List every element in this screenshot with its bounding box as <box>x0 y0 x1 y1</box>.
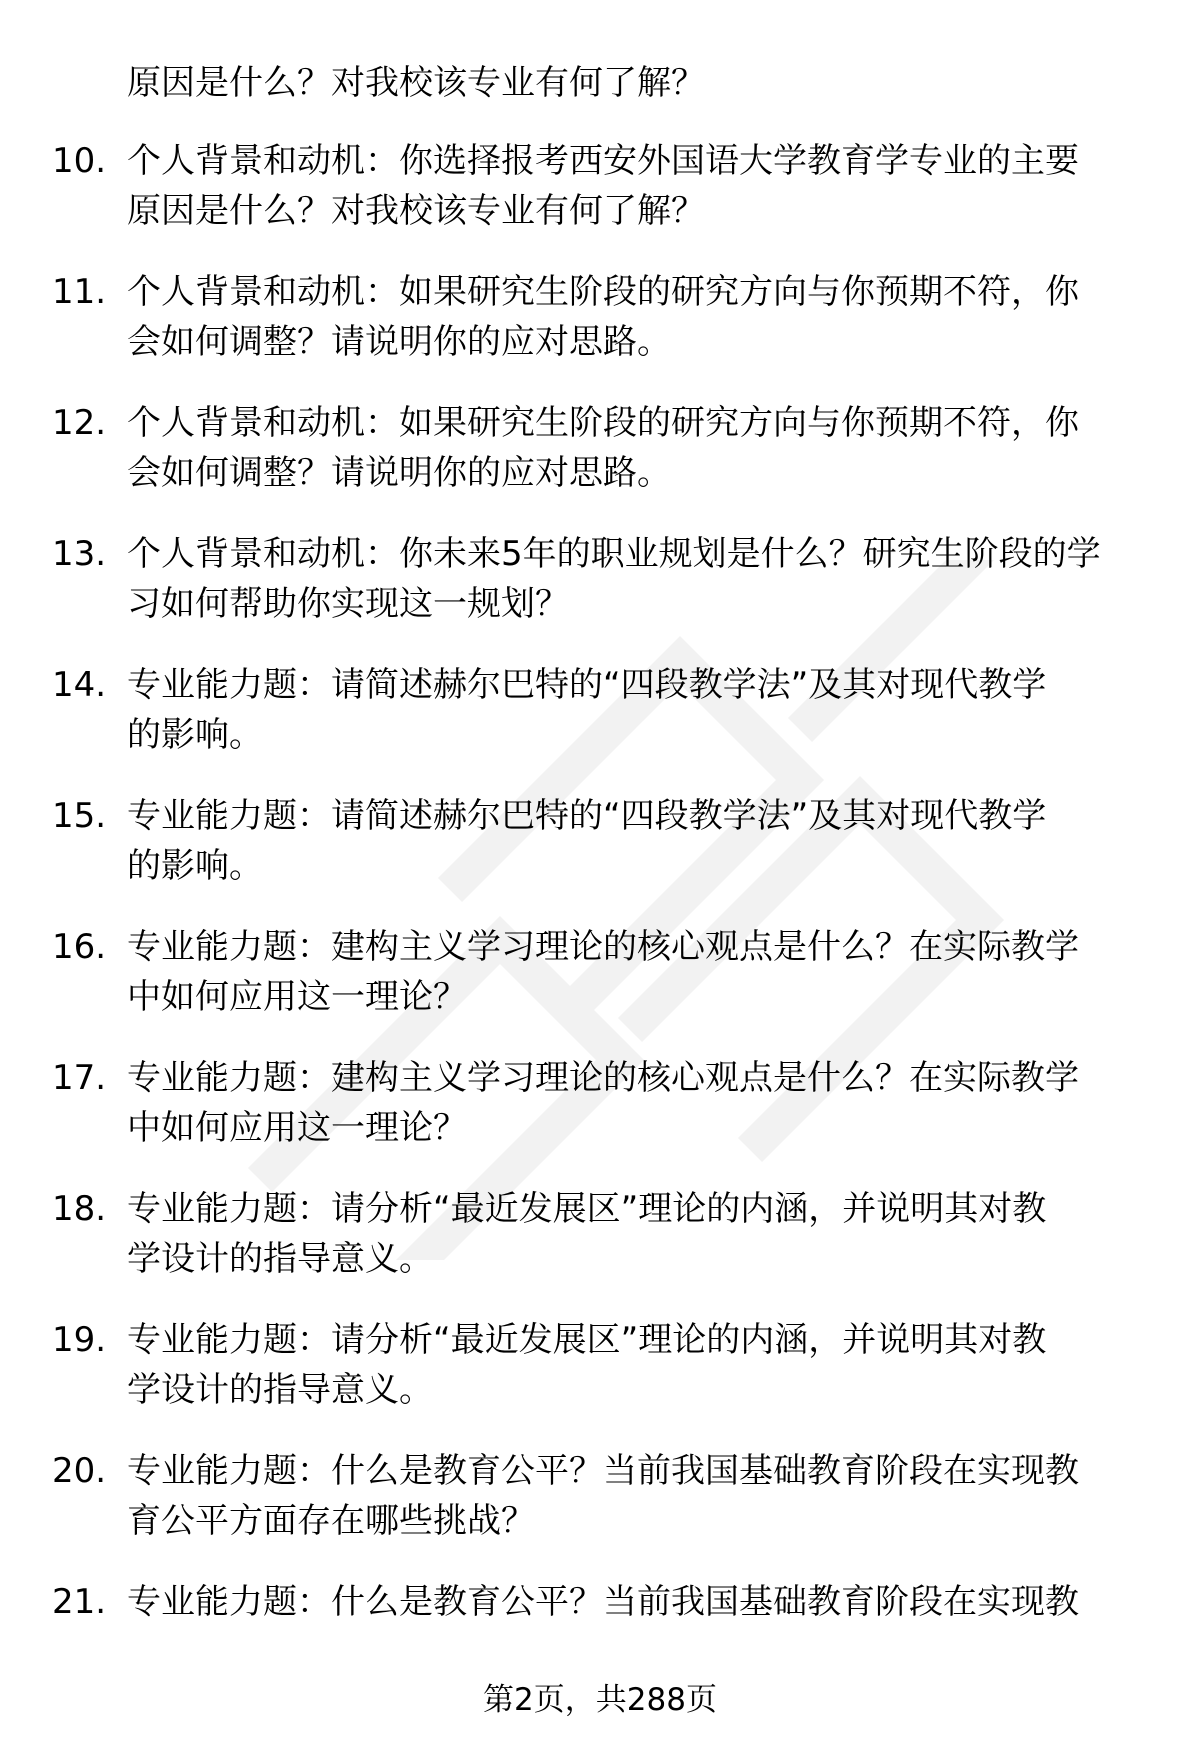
question-number: 10. <box>52 141 107 181</box>
question-text <box>127 1053 1167 1153</box>
question-number: 11. <box>52 272 107 312</box>
question-line: 的影响。 <box>127 846 263 886</box>
question-text <box>127 791 1167 891</box>
question-line: 原因是什么？对我校该专业有何了解？ <box>127 191 705 231</box>
question-item <box>0 1184 1200 1315</box>
question-item <box>0 1315 1200 1446</box>
question-item <box>0 1053 1200 1184</box>
question-number: 13. <box>52 534 107 574</box>
question-item <box>0 136 1200 267</box>
question-line: 习如何帮助你实现这一规划？ <box>127 584 569 624</box>
question-text <box>127 267 1167 367</box>
question-line: 专业能力题：建构主义学习理论的核心观点是什么？在实际教学 <box>127 1058 1079 1098</box>
question-line: 会如何调整？请说明你的应对思路。 <box>127 453 671 493</box>
continuation-line: 原因是什么？对我校该专业有何了解？ <box>127 63 705 103</box>
question-item <box>0 791 1200 922</box>
question-number: 16. <box>52 927 107 967</box>
question-list <box>0 136 1200 1708</box>
question-item <box>0 529 1200 660</box>
question-line: 学设计的指导意义。 <box>127 1239 433 1279</box>
question-line: 会如何调整？请说明你的应对思路。 <box>127 322 671 362</box>
question-number: 12. <box>52 403 107 443</box>
question-text <box>127 529 1167 629</box>
question-text <box>127 1577 1167 1627</box>
question-number: 15. <box>52 796 107 836</box>
question-line: 专业能力题：请分析“最近发展区”理论的内涵，并说明其对教 <box>127 1189 1047 1229</box>
question-text <box>127 1446 1167 1546</box>
question-line: 育公平方面存在哪些挑战？ <box>127 1501 535 1541</box>
question-item <box>0 267 1200 398</box>
question-line: 个人背景和动机：如果研究生阶段的研究方向与你预期不符，你 <box>127 272 1079 312</box>
question-number: 18. <box>52 1189 107 1229</box>
question-text <box>127 1184 1167 1284</box>
question-number: 19. <box>52 1320 107 1360</box>
question-number: 14. <box>52 665 107 705</box>
question-text <box>127 1315 1167 1415</box>
question-text <box>127 136 1167 236</box>
question-number: 17. <box>52 1058 107 1098</box>
question-line: 个人背景和动机：如果研究生阶段的研究方向与你预期不符，你 <box>127 403 1079 443</box>
question-number: 20. <box>52 1451 107 1491</box>
question-line: 的影响。 <box>127 715 263 755</box>
question-line: 专业能力题：什么是教育公平？当前我国基础教育阶段在实现教 <box>127 1451 1079 1491</box>
question-text <box>127 660 1167 760</box>
question-line: 专业能力题：什么是教育公平？当前我国基础教育阶段在实现教 <box>127 1582 1079 1622</box>
question-line: 专业能力题：建构主义学习理论的核心观点是什么？在实际教学 <box>127 927 1079 967</box>
question-number: 21. <box>52 1582 107 1622</box>
question-line: 专业能力题：请简述赫尔巴特的“四段教学法”及其对现代教学 <box>127 796 1047 836</box>
question-text <box>127 398 1167 498</box>
question-line: 个人背景和动机：你未来5年的职业规划是什么？研究生阶段的学 <box>127 534 1101 574</box>
question-item <box>0 398 1200 529</box>
question-line: 个人背景和动机：你选择报考西安外国语大学教育学专业的主要 <box>127 141 1079 181</box>
question-line: 专业能力题：请分析“最近发展区”理论的内涵，并说明其对教 <box>127 1320 1047 1360</box>
question-line: 中如何应用这一理论？ <box>127 977 467 1017</box>
page-footer: 第2页，共288页 <box>483 1682 717 1718</box>
question-item <box>0 660 1200 791</box>
question-item <box>0 1446 1200 1577</box>
question-item <box>0 922 1200 1053</box>
question-line: 中如何应用这一理论？ <box>127 1108 467 1148</box>
question-line: 学设计的指导意义。 <box>127 1370 433 1410</box>
question-text <box>127 922 1167 1022</box>
question-line: 专业能力题：请简述赫尔巴特的“四段教学法”及其对现代教学 <box>127 665 1047 705</box>
